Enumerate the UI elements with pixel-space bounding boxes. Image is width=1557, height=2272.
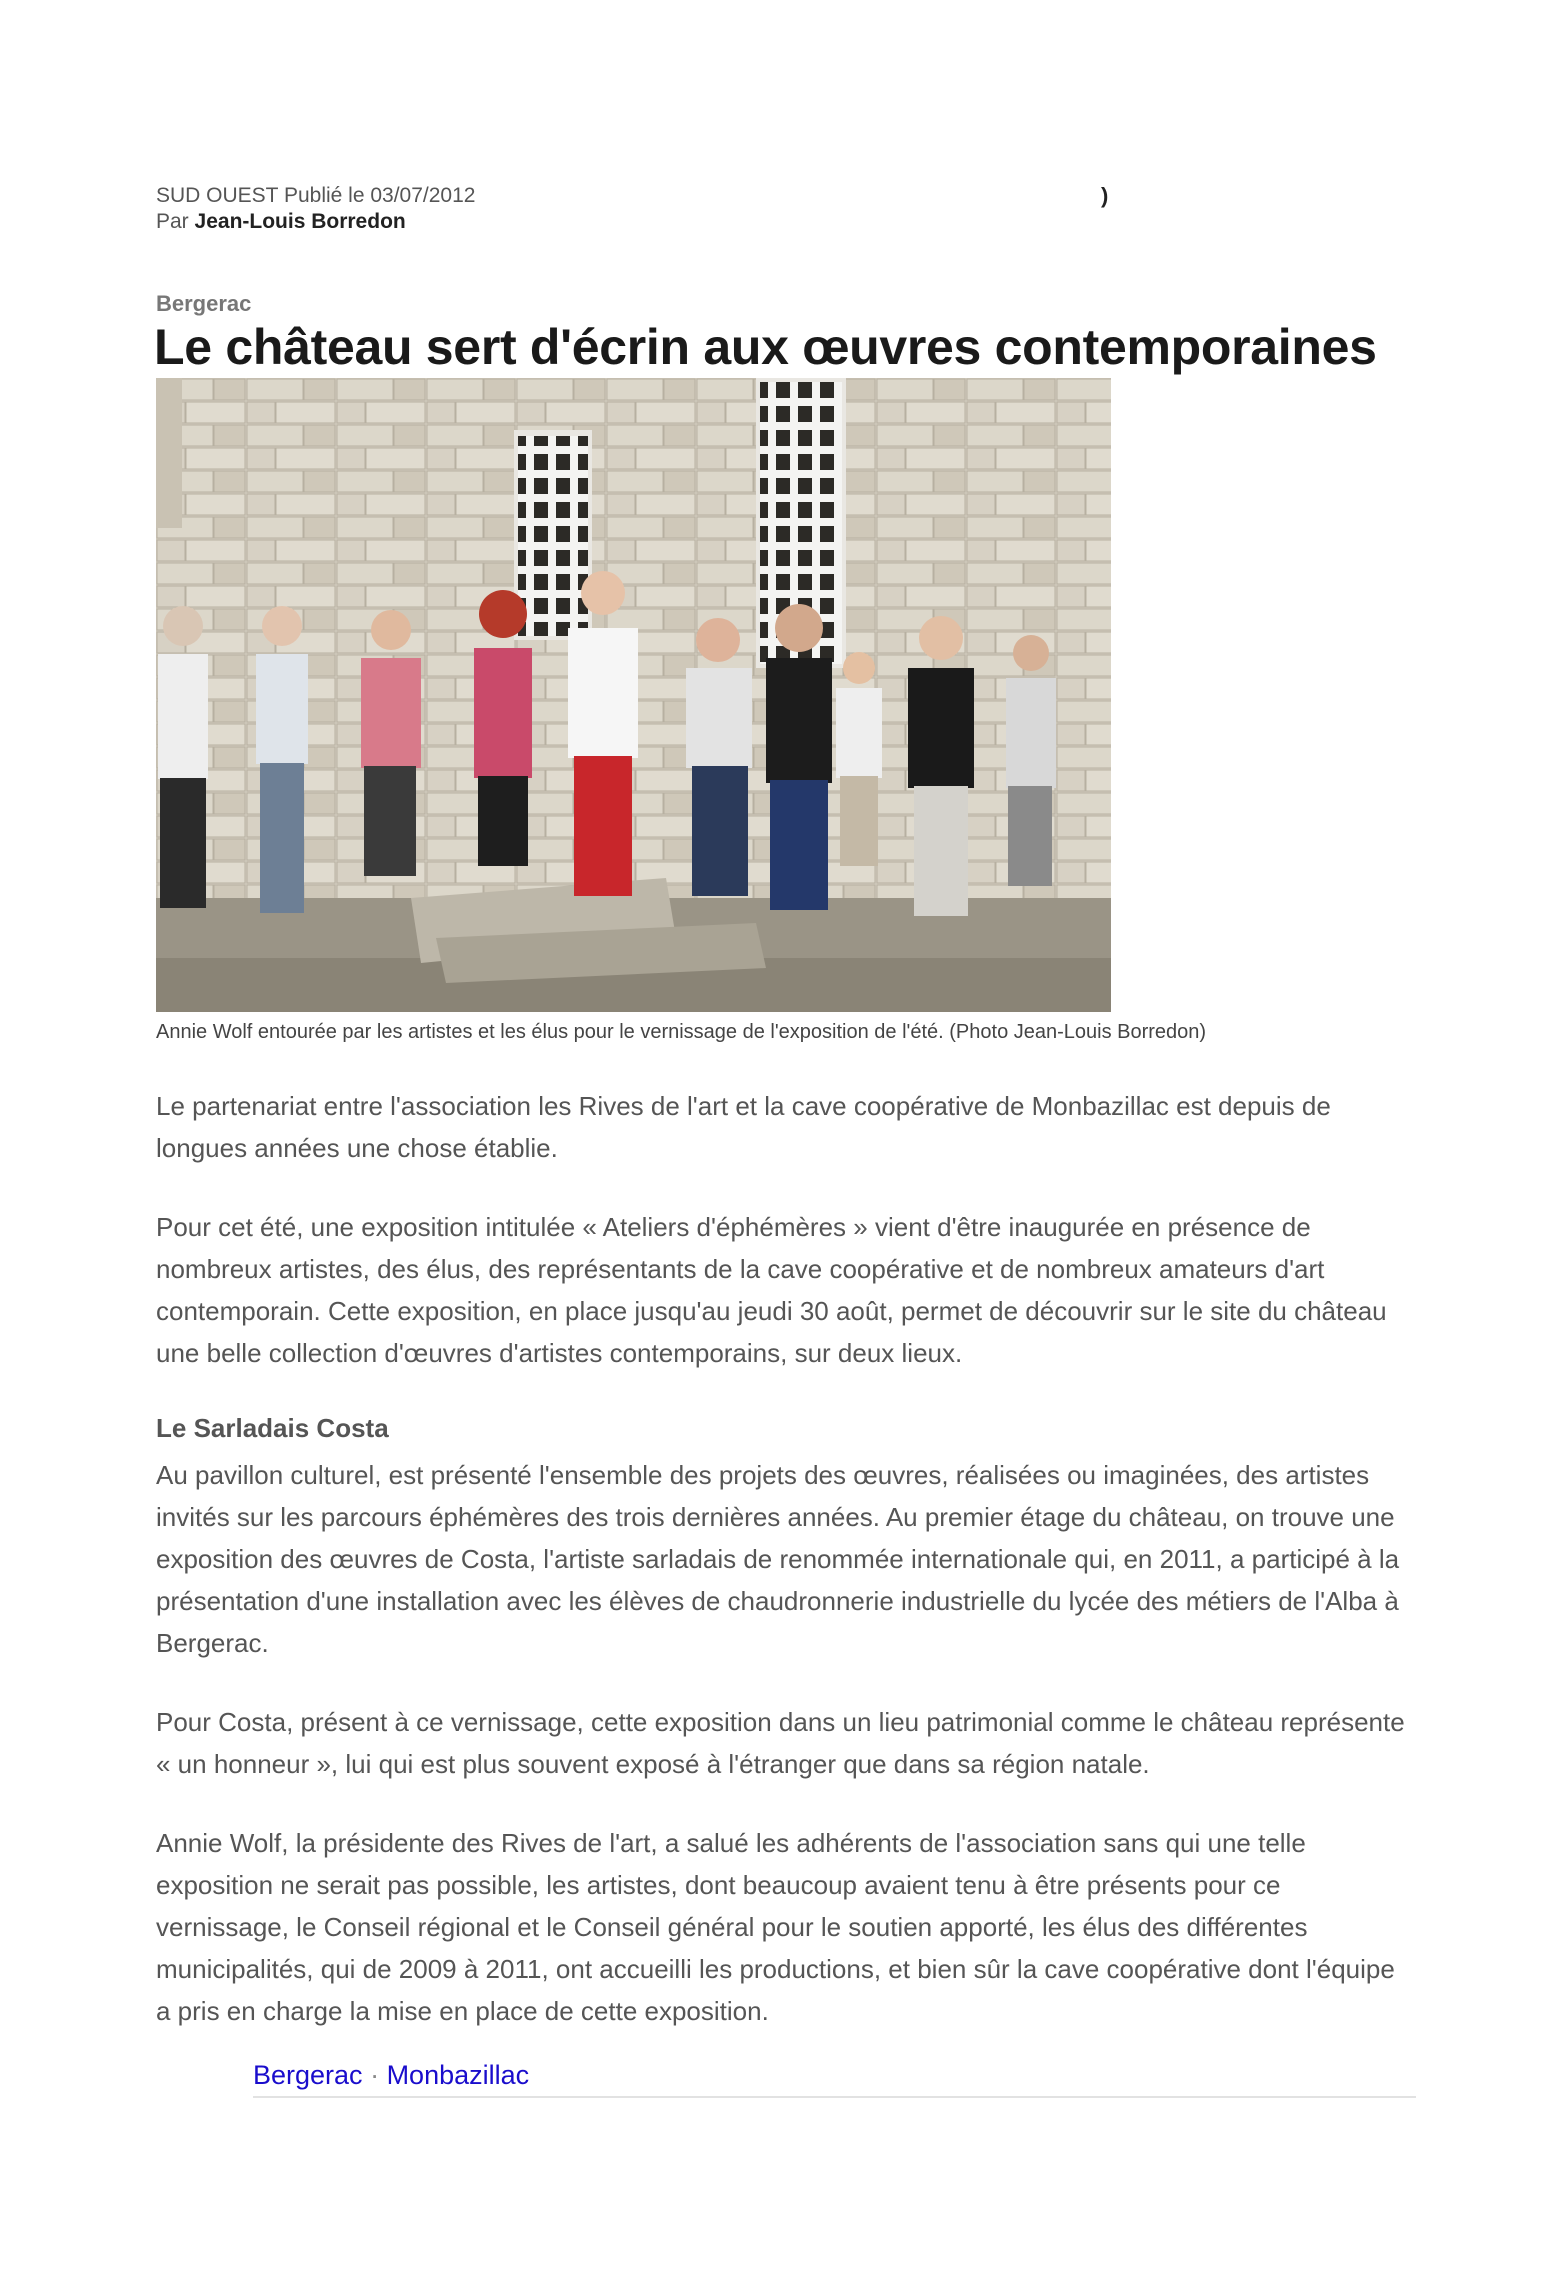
paragraph-2: Pour cet été, une exposition intitulée « Ateliers d'éphémères » vient d'être inaugurée en présence de nombreux artistes, des élus, des représentants de la cave coopérative et de nombreux amateurs d'art contemporain. Cette exposition, en place jusqu'au jeudi 30 août, permet de découvrir sur le site du château une belle collection d'œuvres d'artistes contemporains, sur deux lieux.	[156, 1212, 1387, 1368]
article-meta	[156, 183, 475, 235]
tag-links	[253, 2060, 1416, 2098]
byline	[156, 209, 475, 235]
paragraph-1: Le partenariat entre l'association les Rives de l'art et la cave coopérative de Monbazillac est depuis de longues années une chose établie.	[156, 1091, 1331, 1163]
photo-caption: Annie Wolf entourée par les artistes et les élus pour le vernissage de l'exposition de l'été. (Photo Jean-Louis Borredon)	[156, 1021, 1207, 1043]
by-label: Par	[156, 210, 189, 233]
source-line: SUD OUEST Publié le 03/07/2012	[156, 184, 476, 207]
author-name: Jean-Louis Borredon	[194, 210, 406, 233]
subheading: Le Sarladais Costa	[156, 1413, 389, 1443]
article-photo	[156, 378, 1111, 1012]
article-title: Le château sert d'écrin aux œuvres contemporaines	[154, 319, 1377, 375]
section-label: Bergerac	[156, 291, 252, 316]
stray-mark: )	[1101, 183, 1109, 208]
tag-link-monbazillac[interactable]: Monbazillac	[386, 2060, 530, 2090]
tag-separator: ·	[362, 2060, 387, 2090]
paragraph-5: Annie Wolf, la présidente des Rives de l'art, a salué les adhérents de l'association sans qui une telle exposition ne serait pas possible, les artistes, dont beaucoup avaient tenu à être présents pour ce vernissage, le Conseil régional et le Conseil général pour le soutien apporté, les élus des différentes municipalités, qui de 2009 à 2011, ont accueilli les productions, et bien sûr la cave coopérative dont l'équipe a pris en charge la mise en place de cette exposition.	[156, 1828, 1395, 2026]
tag-link-bergerac[interactable]: Bergerac	[253, 2060, 363, 2090]
paragraph-3: Au pavillon culturel, est présenté l'ensemble des projets des œuvres, réalisées ou imaginées, des artistes invités sur les parcours éphémères des trois dernières années. Au premier étage du château, on trouve une exposition des œuvres de Costa, l'artiste sarladais de renommée internationale qui, en 2011, a participé à la présentation d'une installation avec les élèves de chaudronnerie industrielle du lycée des métiers de l'Alba à Bergerac.	[156, 1460, 1400, 1658]
paragraph-4: Pour Costa, présent à ce vernissage, cette exposition dans un lieu patrimonial comme le château représente « un honneur », lui qui est plus souvent exposé à l'étranger que dans sa région natale.	[156, 1707, 1405, 1779]
